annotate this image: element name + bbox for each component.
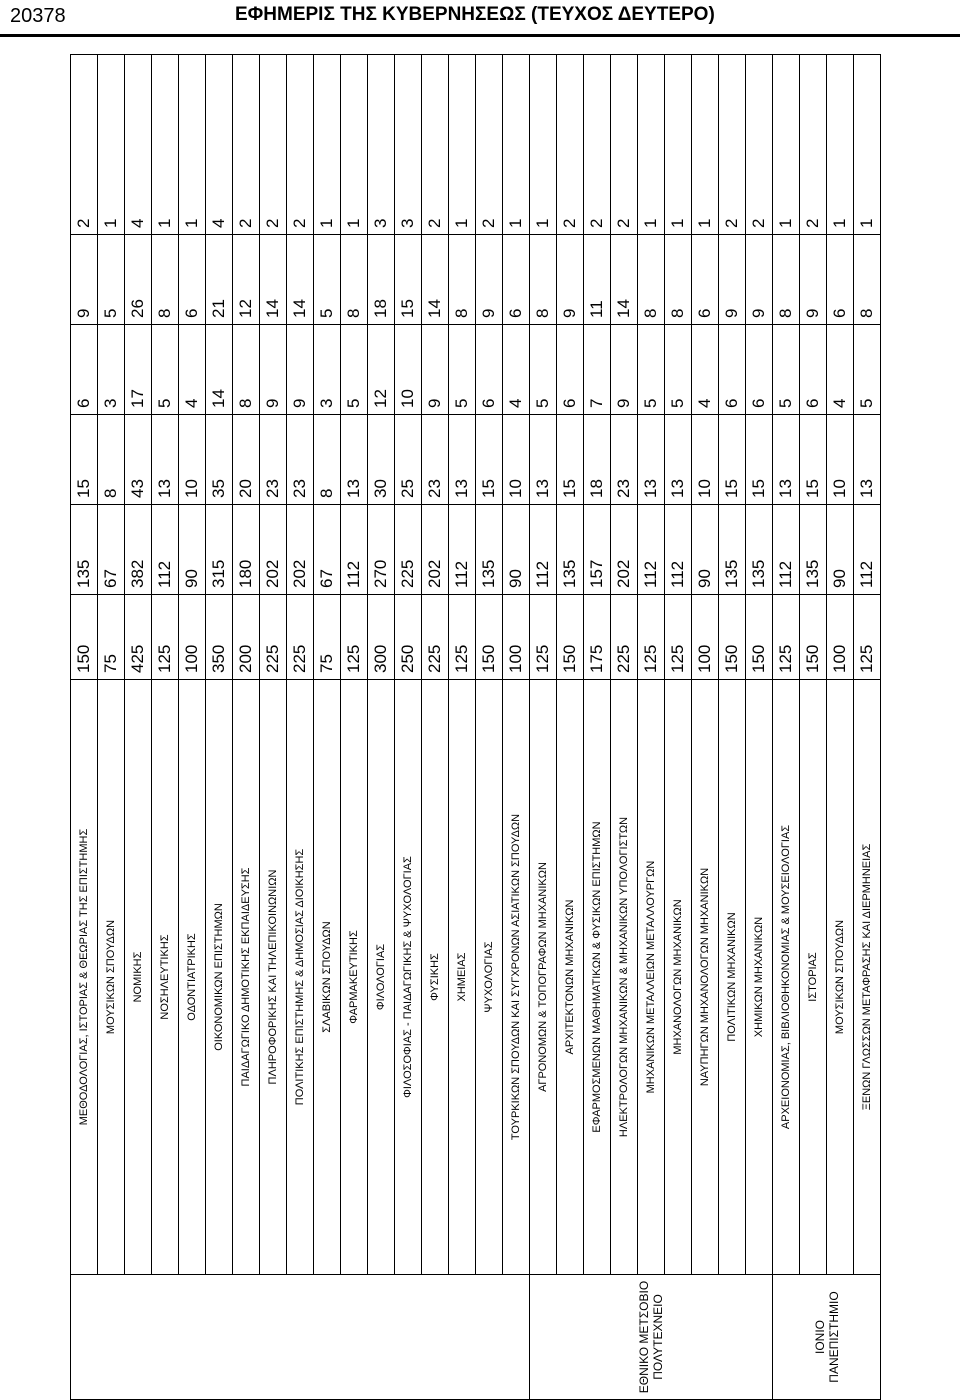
value-cell: 225 <box>611 595 638 680</box>
table-row <box>152 55 179 1400</box>
value-cell: 26 <box>125 235 152 325</box>
allocation-table <box>70 55 875 1400</box>
value-cell: 9 <box>476 235 503 325</box>
value-cell: 5 <box>341 325 368 415</box>
value-cell: 350 <box>206 595 233 680</box>
value-cell: 8 <box>665 235 692 325</box>
value-cell: 15 <box>746 415 773 505</box>
value-cell: 10 <box>179 415 206 505</box>
table-row <box>260 55 287 1400</box>
value-cell: 315 <box>206 505 233 595</box>
value-cell: 14 <box>422 235 449 325</box>
value-cell: 15 <box>395 235 422 325</box>
table-row <box>719 55 746 1400</box>
value-cell: 1 <box>773 55 800 235</box>
table-row <box>503 55 530 1400</box>
department-cell: ΜΟΥΣΙΚΩΝ ΣΠΟΥΔΩΝ <box>827 680 854 1275</box>
value-cell: 6 <box>692 235 719 325</box>
value-cell: 9 <box>800 235 827 325</box>
value-cell: 23 <box>422 415 449 505</box>
value-cell: 23 <box>611 415 638 505</box>
table-body <box>71 55 881 1400</box>
value-cell: 135 <box>557 505 584 595</box>
value-cell: 5 <box>152 325 179 415</box>
department-cell: ΠΟΛΙΤΙΚΗΣ ΕΠΙΣΤΗΜΗΣ & ΔΗΜΟΣΙΑΣ ΔΙΟΙΚΗΣΗΣ <box>287 680 314 1275</box>
table-row <box>665 55 692 1400</box>
table-row <box>476 55 503 1400</box>
value-cell: 100 <box>179 595 206 680</box>
department-cell: ΕΦΑΡΜΟΣΜΕΝΩΝ ΜΑΘΗΜΑΤΙΚΩΝ & ΦΥΣΙΚΩΝ ΕΠΙΣΤΗΜΩΝ <box>584 680 611 1275</box>
value-cell: 1 <box>179 55 206 235</box>
value-cell: 7 <box>584 325 611 415</box>
table-row <box>692 55 719 1400</box>
institution-cell: ΙΟΝΙΟ ΠΑΝΕΠΙΣΤΗΜΙΟ <box>773 1275 881 1400</box>
value-cell: 125 <box>530 595 557 680</box>
department-cell: ΟΔΟΝΤΙΑΤΡΙΚΗΣ <box>179 680 206 1275</box>
department-cell: ΣΛΑΒΙΚΩΝ ΣΠΟΥΔΩΝ <box>314 680 341 1275</box>
value-cell: 90 <box>503 505 530 595</box>
value-cell: 90 <box>827 505 854 595</box>
department-cell: ΑΡΧΕΙΟΝΟΜΙΑΣ, ΒΙΒΛΙΟΘΗΚΟΝΟΜΙΑΣ & ΜΟΥΣΕΙΟΛΟΓΙΑΣ <box>773 680 800 1275</box>
value-cell: 180 <box>233 505 260 595</box>
value-cell: 202 <box>260 505 287 595</box>
value-cell: 112 <box>530 505 557 595</box>
value-cell: 15 <box>476 415 503 505</box>
value-cell: 9 <box>557 235 584 325</box>
value-cell: 250 <box>395 595 422 680</box>
value-cell: 175 <box>584 595 611 680</box>
value-cell: 9 <box>719 235 746 325</box>
value-cell: 4 <box>125 55 152 235</box>
value-cell: 5 <box>665 325 692 415</box>
value-cell: 1 <box>152 55 179 235</box>
value-cell: 12 <box>368 325 395 415</box>
value-cell: 125 <box>638 595 665 680</box>
value-cell: 1 <box>854 55 881 235</box>
value-cell: 30 <box>368 415 395 505</box>
value-cell: 14 <box>260 235 287 325</box>
value-cell: 1 <box>314 55 341 235</box>
value-cell: 8 <box>449 235 476 325</box>
value-cell: 15 <box>557 415 584 505</box>
value-cell: 2 <box>422 55 449 235</box>
institution-cell: ΕΘΝΙΚΟ ΜΕΤΣΟΒΙΟ ΠΟΛΥΤΕΧΝΕΙΟ <box>530 1275 773 1400</box>
table-row <box>71 55 98 1400</box>
value-cell: 3 <box>395 55 422 235</box>
value-cell: 202 <box>422 505 449 595</box>
value-cell: 13 <box>530 415 557 505</box>
value-cell: 135 <box>719 505 746 595</box>
department-cell: ΠΛΗΡΟΦΟΡΙΚΗΣ ΚΑΙ ΤΗΛΕΠΙΚΟΙΝΩΝΙΩΝ <box>260 680 287 1275</box>
value-cell: 5 <box>773 325 800 415</box>
value-cell: 10 <box>395 325 422 415</box>
value-cell: 25 <box>395 415 422 505</box>
value-cell: 4 <box>692 325 719 415</box>
department-cell: ΠΟΛΙΤΙΚΩΝ ΜΗΧΑΝΙΚΩΝ <box>719 680 746 1275</box>
value-cell: 1 <box>827 55 854 235</box>
value-cell: 3 <box>368 55 395 235</box>
department-cell: ΜΟΥΣΙΚΩΝ ΣΠΟΥΔΩΝ <box>98 680 125 1275</box>
value-cell: 112 <box>854 505 881 595</box>
value-cell: 1 <box>665 55 692 235</box>
value-cell: 225 <box>260 595 287 680</box>
journal-title: ΕΦΗΜΕΡΙΣ ΤΗΣ ΚΥΒΕΡΝΗΣΕΩΣ (ΤΕΥΧΟΣ ΔΕΥΤΕΡΟ) <box>235 4 715 25</box>
value-cell: 2 <box>611 55 638 235</box>
table-row <box>125 55 152 1400</box>
department-cell: ΝΑΥΠΗΓΩΝ ΜΗΧΑΝΟΛΟΓΩΝ ΜΗΧΑΝΙΚΩΝ <box>692 680 719 1275</box>
value-cell: 13 <box>773 415 800 505</box>
value-cell: 2 <box>719 55 746 235</box>
value-cell: 15 <box>71 415 98 505</box>
table-row <box>557 55 584 1400</box>
value-cell: 5 <box>530 325 557 415</box>
value-cell: 157 <box>584 505 611 595</box>
value-cell: 202 <box>611 505 638 595</box>
value-cell: 2 <box>260 55 287 235</box>
value-cell: 14 <box>206 325 233 415</box>
value-cell: 150 <box>476 595 503 680</box>
value-cell: 8 <box>854 235 881 325</box>
value-cell: 18 <box>368 235 395 325</box>
value-cell: 4 <box>827 325 854 415</box>
data-table <box>70 54 881 1400</box>
value-cell: 6 <box>719 325 746 415</box>
value-cell: 112 <box>341 505 368 595</box>
value-cell: 125 <box>449 595 476 680</box>
value-cell: 67 <box>314 505 341 595</box>
table-row <box>449 55 476 1400</box>
value-cell: 6 <box>827 235 854 325</box>
value-cell: 4 <box>206 55 233 235</box>
value-cell: 1 <box>530 55 557 235</box>
value-cell: 8 <box>341 235 368 325</box>
value-cell: 75 <box>98 595 125 680</box>
value-cell: 5 <box>98 235 125 325</box>
value-cell: 270 <box>368 505 395 595</box>
value-cell: 14 <box>287 235 314 325</box>
value-cell: 202 <box>287 505 314 595</box>
value-cell: 23 <box>287 415 314 505</box>
value-cell: 112 <box>638 505 665 595</box>
value-cell: 8 <box>233 325 260 415</box>
value-cell: 2 <box>746 55 773 235</box>
value-cell: 150 <box>800 595 827 680</box>
value-cell: 1 <box>98 55 125 235</box>
table-row <box>368 55 395 1400</box>
department-cell: ΦΥΣΙΚΗΣ <box>422 680 449 1275</box>
value-cell: 8 <box>773 235 800 325</box>
value-cell: 2 <box>557 55 584 235</box>
value-cell: 112 <box>449 505 476 595</box>
table-row <box>314 55 341 1400</box>
value-cell: 13 <box>638 415 665 505</box>
value-cell: 382 <box>125 505 152 595</box>
value-cell: 9 <box>71 235 98 325</box>
value-cell: 135 <box>746 505 773 595</box>
table-row <box>773 55 800 1400</box>
value-cell: 90 <box>692 505 719 595</box>
value-cell: 17 <box>125 325 152 415</box>
value-cell: 150 <box>71 595 98 680</box>
department-cell: ΤΟΥΡΚΙΚΩΝ ΣΠΟΥΔΩΝ ΚΑΙ ΣΥΓΧΡΟΝΩΝ ΑΣΙΑΤΙΚΩΝ ΣΠΟΥΔΩΝ <box>503 680 530 1275</box>
value-cell: 200 <box>233 595 260 680</box>
department-cell: ΧΗΜΕΙΑΣ <box>449 680 476 1275</box>
value-cell: 2 <box>233 55 260 235</box>
department-cell: ΝΟΜΙΚΗΣ <box>125 680 152 1275</box>
table-row <box>611 55 638 1400</box>
value-cell: 125 <box>665 595 692 680</box>
value-cell: 9 <box>260 325 287 415</box>
value-cell: 11 <box>584 235 611 325</box>
value-cell: 2 <box>287 55 314 235</box>
value-cell: 6 <box>71 325 98 415</box>
table-row <box>179 55 206 1400</box>
value-cell: 425 <box>125 595 152 680</box>
value-cell: 6 <box>476 325 503 415</box>
value-cell: 135 <box>800 505 827 595</box>
department-cell: ΦΙΛΟΛΟΓΙΑΣ <box>368 680 395 1275</box>
page-number: 20378 <box>10 5 66 27</box>
value-cell: 300 <box>368 595 395 680</box>
value-cell: 3 <box>98 325 125 415</box>
value-cell: 125 <box>773 595 800 680</box>
value-cell: 112 <box>773 505 800 595</box>
value-cell: 13 <box>854 415 881 505</box>
value-cell: 13 <box>449 415 476 505</box>
value-cell: 112 <box>152 505 179 595</box>
value-cell: 15 <box>800 415 827 505</box>
table-row <box>800 55 827 1400</box>
value-cell: 6 <box>746 325 773 415</box>
value-cell: 75 <box>314 595 341 680</box>
header-rule <box>0 34 960 37</box>
department-cell: ΟΙΚΟΝΟΜΙΚΩΝ ΕΠΙΣΤΗΜΩΝ <box>206 680 233 1275</box>
value-cell: 8 <box>530 235 557 325</box>
value-cell: 9 <box>422 325 449 415</box>
value-cell: 225 <box>395 505 422 595</box>
value-cell: 1 <box>692 55 719 235</box>
value-cell: 1 <box>341 55 368 235</box>
table-row <box>746 55 773 1400</box>
value-cell: 13 <box>341 415 368 505</box>
value-cell: 10 <box>503 415 530 505</box>
department-cell: ΦΑΡΜΑΚΕΥΤΙΚΗΣ <box>341 680 368 1275</box>
department-cell: ΙΣΤΟΡΙΑΣ <box>800 680 827 1275</box>
value-cell: 1 <box>638 55 665 235</box>
table-row <box>827 55 854 1400</box>
value-cell: 12 <box>233 235 260 325</box>
value-cell: 8 <box>98 415 125 505</box>
department-cell: ΨΥΧΟΛΟΓΙΑΣ <box>476 680 503 1275</box>
value-cell: 150 <box>746 595 773 680</box>
table-row <box>395 55 422 1400</box>
value-cell: 135 <box>71 505 98 595</box>
value-cell: 1 <box>449 55 476 235</box>
value-cell: 5 <box>314 235 341 325</box>
value-cell: 3 <box>314 325 341 415</box>
value-cell: 20 <box>233 415 260 505</box>
value-cell: 23 <box>260 415 287 505</box>
department-cell: ΗΛΕΚΤΡΟΛΟΓΩΝ ΜΗΧΑΝΙΚΩΝ & ΜΗΧΑΝΙΚΩΝ ΥΠΟΛΟΓΙΣΤΩΝ <box>611 680 638 1275</box>
value-cell: 43 <box>125 415 152 505</box>
value-cell: 18 <box>584 415 611 505</box>
table-row <box>341 55 368 1400</box>
value-cell: 5 <box>449 325 476 415</box>
value-cell: 225 <box>422 595 449 680</box>
value-cell: 9 <box>746 235 773 325</box>
table-row <box>530 55 557 1400</box>
department-cell: ΞΕΝΩΝ ΓΛΩΣΣΩΝ ΜΕΤΑΦΡΑΣΗΣ ΚΑΙ ΔΙΕΡΜΗΝΕΙΑΣ <box>854 680 881 1275</box>
value-cell: 10 <box>692 415 719 505</box>
value-cell: 9 <box>287 325 314 415</box>
value-cell: 6 <box>557 325 584 415</box>
table-row <box>287 55 314 1400</box>
value-cell: 2 <box>800 55 827 235</box>
value-cell: 35 <box>206 415 233 505</box>
value-cell: 112 <box>665 505 692 595</box>
table-row <box>638 55 665 1400</box>
department-cell: ΧΗΜΙΚΩΝ ΜΗΧΑΝΙΚΩΝ <box>746 680 773 1275</box>
value-cell: 5 <box>638 325 665 415</box>
department-cell: ΑΡΧΙΤΕΚΤΟΝΩΝ ΜΗΧΑΝΙΚΩΝ <box>557 680 584 1275</box>
value-cell: 2 <box>476 55 503 235</box>
value-cell: 15 <box>719 415 746 505</box>
value-cell: 1 <box>503 55 530 235</box>
table-row <box>422 55 449 1400</box>
value-cell: 225 <box>287 595 314 680</box>
page-header <box>0 0 960 40</box>
value-cell: 13 <box>665 415 692 505</box>
value-cell: 13 <box>152 415 179 505</box>
department-cell: ΑΓΡΟΝΟΜΩΝ & ΤΟΠΟΓΡΑΦΩΝ ΜΗΧΑΝΙΚΩΝ <box>530 680 557 1275</box>
department-cell: ΜΗΧΑΝΙΚΩΝ ΜΕΤΑΛΛΕΙΩΝ ΜΕΤΑΛΛΟΥΡΓΩΝ <box>638 680 665 1275</box>
value-cell: 125 <box>341 595 368 680</box>
value-cell: 135 <box>476 505 503 595</box>
department-cell: ΦΙΛΟΣΟΦΙΑΣ - ΠΑΙΔΑΓΩΓΙΚΗΣ & ΨΥΧΟΛΟΓΙΑΣ <box>395 680 422 1275</box>
value-cell: 125 <box>854 595 881 680</box>
value-cell: 8 <box>314 415 341 505</box>
department-cell: ΠΑΙΔΑΓΩΓΙΚΟ ΔΗΜΟΤΙΚΗΣ ΕΚΠΑΙΔΕΥΣΗΣ <box>233 680 260 1275</box>
department-cell: ΝΟΣΗΛΕΥΤΙΚΗΣ <box>152 680 179 1275</box>
value-cell: 90 <box>179 505 206 595</box>
value-cell: 8 <box>638 235 665 325</box>
value-cell: 100 <box>503 595 530 680</box>
value-cell: 4 <box>503 325 530 415</box>
value-cell: 67 <box>98 505 125 595</box>
department-cell: ΜΕΘΟΔΟΛΟΓΙΑΣ, ΙΣΤΟΡΙΑΣ & ΘΕΩΡΙΑΣ ΤΗΣ ΕΠΙΣΤΗΜΗΣ <box>71 680 98 1275</box>
value-cell: 100 <box>692 595 719 680</box>
value-cell: 6 <box>179 235 206 325</box>
value-cell: 10 <box>827 415 854 505</box>
table-row <box>206 55 233 1400</box>
institution-cell <box>71 1275 530 1400</box>
table-row <box>584 55 611 1400</box>
value-cell: 14 <box>611 235 638 325</box>
table-row <box>98 55 125 1400</box>
value-cell: 9 <box>611 325 638 415</box>
value-cell: 5 <box>854 325 881 415</box>
table-row <box>233 55 260 1400</box>
value-cell: 6 <box>800 325 827 415</box>
value-cell: 2 <box>71 55 98 235</box>
value-cell: 21 <box>206 235 233 325</box>
value-cell: 125 <box>152 595 179 680</box>
department-cell: ΜΗΧΑΝΟΛΟΓΩΝ ΜΗΧΑΝΙΚΩΝ <box>665 680 692 1275</box>
value-cell: 150 <box>557 595 584 680</box>
table-row <box>854 55 881 1400</box>
value-cell: 100 <box>827 595 854 680</box>
value-cell: 150 <box>719 595 746 680</box>
value-cell: 6 <box>503 235 530 325</box>
value-cell: 8 <box>152 235 179 325</box>
value-cell: 2 <box>584 55 611 235</box>
value-cell: 4 <box>179 325 206 415</box>
